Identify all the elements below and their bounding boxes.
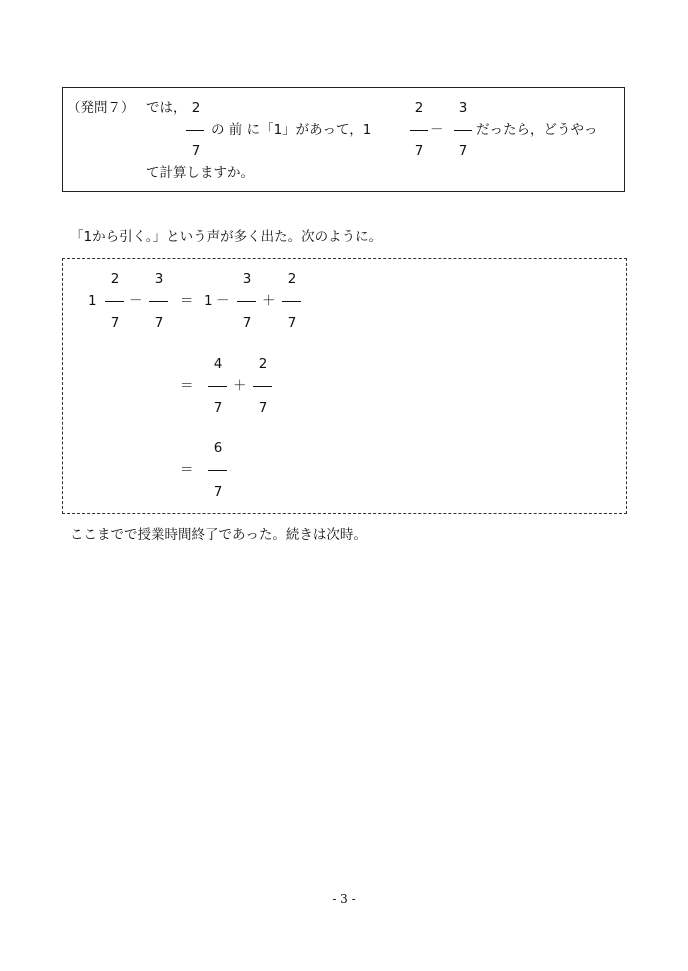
question-frac2-numerator: 2 <box>414 100 424 116</box>
equation-box <box>62 258 627 514</box>
eq2-equals: ＝ <box>180 378 194 394</box>
eq2-f1-denominator: 7 <box>213 400 223 416</box>
eq2-f2-denominator: 7 <box>258 400 268 416</box>
eq1-f3-bar <box>237 301 256 302</box>
remark-text: 「1から引く。」という声が多く出た。次のように。 <box>70 229 383 245</box>
eq3-f1-numerator: 6 <box>213 440 223 456</box>
eq1-f1-denominator: 7 <box>110 315 120 331</box>
eq1-f3-numerator: 3 <box>242 271 252 287</box>
question-frac3-numerator: 3 <box>458 100 468 116</box>
question-line2-mid: の 前 に「1」があって，1 <box>211 122 372 138</box>
eq2-f1-numerator: 4 <box>213 356 223 372</box>
eq1-minus1: － <box>129 293 143 309</box>
eq1-one: 1 <box>204 293 213 309</box>
question-line2-suffix: だったら，どうやっ <box>476 122 598 138</box>
eq2-f1-bar <box>208 386 227 387</box>
question-frac3-bar <box>454 130 472 131</box>
eq2-f2-numerator: 2 <box>258 356 268 372</box>
question-frac1-bar <box>186 130 204 131</box>
question-frac1-denominator: 7 <box>191 143 201 159</box>
eq1-minus2: － <box>216 293 230 309</box>
eq1-f1-bar <box>105 301 124 302</box>
page-number: - 3 - <box>332 892 356 906</box>
eq1-f1-numerator: 2 <box>110 271 120 287</box>
eq1-f4-bar <box>282 301 301 302</box>
eq2-plus: ＋ <box>233 378 247 394</box>
question-frac1-numerator: 2 <box>191 100 201 116</box>
eq1-f2-bar <box>149 301 168 302</box>
eq1-f3-denominator: 7 <box>242 315 252 331</box>
eq1-f2-numerator: 3 <box>154 271 164 287</box>
eq1-f4-numerator: 2 <box>287 271 297 287</box>
eq2-f2-bar <box>253 386 272 387</box>
question-label: （発問７） <box>67 100 135 116</box>
eq1-f4-denominator: 7 <box>287 315 297 331</box>
eq1-equals: ＝ <box>180 293 194 309</box>
question-frac2-bar <box>410 130 428 131</box>
eq1-whole: 1 <box>88 293 97 309</box>
question-frac2-denominator: 7 <box>414 143 424 159</box>
question-minus: － <box>430 122 444 138</box>
question-line3: て計算しますか。 <box>146 165 254 181</box>
eq3-f1-denominator: 7 <box>213 484 223 500</box>
eq3-equals: ＝ <box>180 462 194 478</box>
question-line1-prefix: では， <box>146 100 187 116</box>
eq3-f1-bar <box>208 470 227 471</box>
closing-text: ここまでで授業時間終了であった。続きは次時。 <box>70 527 367 543</box>
question-frac3-denominator: 7 <box>458 143 468 159</box>
eq1-plus: ＋ <box>262 293 276 309</box>
eq1-f2-denominator: 7 <box>154 315 164 331</box>
